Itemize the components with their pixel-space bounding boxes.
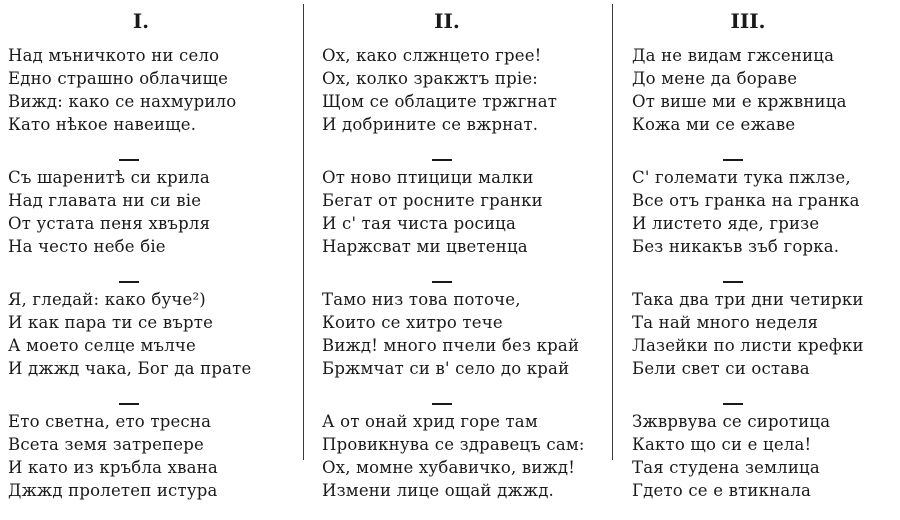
- stanza: [8, 288, 290, 398]
- stanza: [322, 44, 602, 154]
- stanza-divider: [632, 154, 894, 166]
- verse-line: Провикнува се здравецъ сам:: [322, 435, 585, 454]
- stanza-divider: [8, 276, 290, 288]
- verse-line: Както що си е цела!: [632, 435, 812, 454]
- verse-line: Съ шаренитѣ си крила: [8, 168, 210, 187]
- verse-line: Тая студена землица: [632, 458, 820, 477]
- verse-line: Кожа ми се ежаве: [632, 115, 796, 134]
- verse-line: Да не видам гжсеница: [632, 46, 835, 65]
- verse-line: Гдето се е втикнала: [632, 481, 812, 500]
- verse-line: Над главата ни си вie: [8, 191, 202, 210]
- verse-line: Лазейки по листи крефки: [632, 336, 864, 355]
- verse-line: Вижд: како се нахмурило: [8, 92, 237, 111]
- poem-column-3: [632, 10, 894, 520]
- stanza-divider: [8, 154, 290, 166]
- verse-line: Всета земя затрепере: [8, 435, 204, 454]
- stanza: [632, 288, 894, 398]
- stanza-divider: [8, 398, 290, 410]
- verse-line: Та най много неделя: [632, 313, 819, 332]
- column-numeral: II.: [434, 9, 460, 33]
- stanza: [632, 44, 894, 154]
- verse-line: Ох, момне хубавичко, вижд!: [322, 458, 576, 477]
- stanza: [8, 44, 290, 154]
- verse-line: Измени лице ощай джжд.: [322, 481, 555, 500]
- column-divider-2: [612, 4, 613, 460]
- stanza-divider: [632, 398, 894, 410]
- verse-line: Ето светна, ето тресна: [8, 412, 212, 431]
- stanza: [322, 166, 602, 276]
- stanza: [632, 166, 894, 276]
- column-numeral: III.: [730, 9, 766, 33]
- stanza: [322, 410, 602, 520]
- verse-line: От више ми е кржвница: [632, 92, 847, 111]
- stanza-divider: [322, 276, 602, 288]
- verse-line: Като нѣкое навеище.: [8, 115, 197, 134]
- verse-line: Все отъ гранка на гранка: [632, 191, 860, 210]
- verse-line: Над мъничкото ни село: [8, 46, 220, 65]
- verse-line: Бегат от росните гранки: [322, 191, 543, 210]
- verse-line: Бржмчат си в' село до край: [322, 359, 570, 378]
- verse-line: Ох, колко зракжтъ прiе:: [322, 69, 539, 88]
- verse-line: Едно страшно облачище: [8, 69, 229, 88]
- verse-line: Така два три дни четирки: [632, 290, 864, 309]
- poem-column-2: [322, 10, 602, 520]
- verse-line: Без никакъв зъб горка.: [632, 237, 840, 256]
- verse-line: Вижд! много пчели без край: [322, 336, 580, 355]
- verse-line: Които се хитро тече: [322, 313, 503, 332]
- verse-line: Тамо низ това поточе,: [322, 290, 521, 309]
- verse-line: Джжд пролетеп истура: [8, 481, 218, 500]
- verse-line: Я, гледай: како буче²): [8, 290, 206, 309]
- poem-column-1: [8, 10, 290, 520]
- stanza-divider: [322, 154, 602, 166]
- stanza: [8, 410, 290, 520]
- verse-line: И как пара ти се върте: [8, 313, 214, 332]
- verse-line: От ново птицици малки: [322, 168, 534, 187]
- verse-line: С' големати тука пжлзе,: [632, 168, 851, 187]
- verse-line: Щом се облаците тржгнат: [322, 92, 558, 111]
- verse-line: До мене да бораве: [632, 69, 798, 88]
- column-numeral: I.: [132, 9, 150, 33]
- verse-line: И джжд чака, Бог да прате: [8, 359, 252, 378]
- stanza-divider: [632, 276, 894, 288]
- stanza: [8, 166, 290, 276]
- verse-line: От устата пеня хвърля: [8, 214, 211, 233]
- verse-line: Наржсват ми цветенца: [322, 237, 528, 256]
- verse-line: Бели свет си остава: [632, 359, 810, 378]
- stanza-divider: [322, 398, 602, 410]
- stanza: [632, 410, 894, 520]
- verse-line: А моето селце мълче: [8, 336, 196, 355]
- verse-line: И с' тая чиста росица: [322, 214, 517, 233]
- verse-line: И листето яде, гризе: [632, 214, 820, 233]
- verse-line: И добрините се вжрнат.: [322, 115, 539, 134]
- stanza: [322, 288, 602, 398]
- column-divider-1: [303, 4, 304, 460]
- verse-line: Зжврвува се сиротица: [632, 412, 831, 431]
- verse-line: И като из кръбла хвана: [8, 458, 218, 477]
- verse-line: Ох, како слжнцето грее!: [322, 46, 542, 65]
- verse-line: На често небе бie: [8, 237, 166, 256]
- verse-line: А от онай хрид горе там: [322, 412, 538, 431]
